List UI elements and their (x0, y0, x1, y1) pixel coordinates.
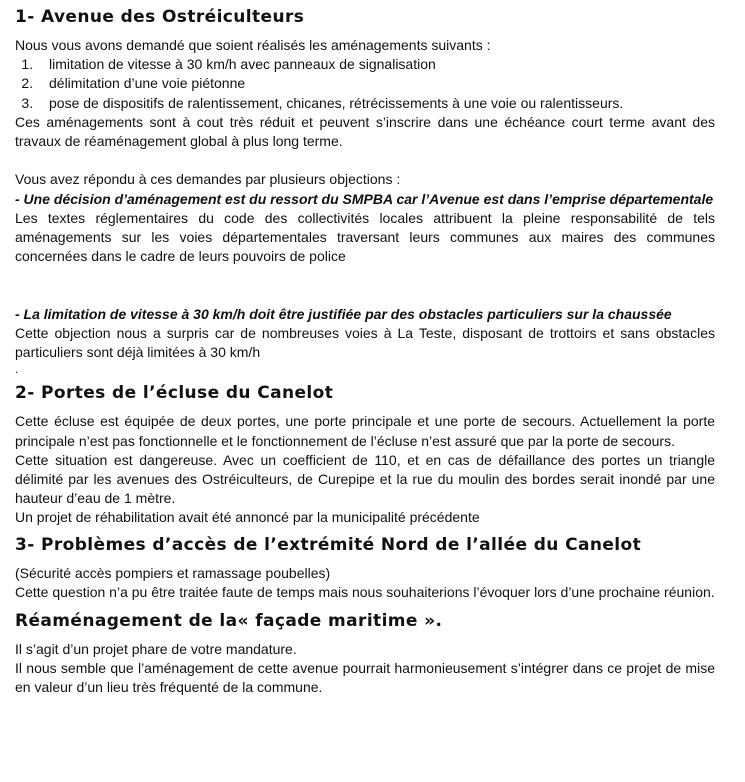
section3-title: 3- Problèmes d’accès de l’extrémité Nord de l’allée du Canelot (15, 534, 642, 555)
section2-para1: Cette écluse est équipée de deux portes, une porte principale et une porte de secours. Actuellement la porte principale n’est pas fonctionnelle et le fonctionnement de l’écluse n’est assuré que par la porte de secours. (15, 413, 715, 449)
section1-intro: Nous vous avons demandé que soient réalisés les aménagements suivants : (15, 37, 491, 53)
section1-para1: Ces aménagements sont à cout très réduit et peuvent s’inscrire dans une échéance court terme avant des travaux de réaménagement global à plus long terme. (15, 113, 715, 150)
list-item: 1. limitation de vitesse à 30 km/h avec panneaux de signalisation (37, 55, 715, 74)
requests-list (15, 55, 715, 113)
objection2-text: Cette objection nous a surpris car de nombreuses voies à La Teste, disposant de trottoirs et sans obstacles particuliers sont déjà limitées à 30 km/h (15, 325, 715, 361)
section2-title: 2- Portes de l’écluse du Canelot (15, 383, 334, 404)
section3-para2: Cette question n’a pu être traitée faute de temps mais nous souhaiterions l’évoquer lors d’une prochaine réunion. (15, 583, 715, 600)
section1-title: 1- Avenue des Ostréiculteurs (15, 7, 305, 27)
list-item: 2. délimitation d’une voie piétonne (37, 74, 715, 93)
objection1-title: - Une décision d’aménagement est du ressort du SMPBA car l’Avenue est dans l’emprise départementale (15, 190, 714, 207)
section3-para1: (Sécurité accès pompiers et ramassage poubelles) (15, 564, 331, 581)
blank-line (15, 286, 715, 305)
blank-line (15, 151, 715, 170)
section4-para2: Il nous semble que l’aménagement de cette avenue pourrait harmonieusement s’intégrer dans ce projet de mise en valeur d’un lieu très fréquenté de la commune. (15, 660, 715, 696)
section2-para3: Un projet de réhabilitation avait été annoncé par la municipalité précédente (15, 509, 480, 526)
section4-title: Réaménagement de la« façade maritime ». (15, 611, 443, 632)
list-item: 3. pose de dispositifs de ralentissement, chicanes, rétrécissements à une voie ou ralentisseurs. (37, 94, 715, 113)
section1-para2: Vous avez répondu à ces demandes par plusieurs objections : (15, 171, 401, 188)
objection2-title: - La limitation de vitesse à 30 km/h doit être justifiée par des obstacles particuliers sur la chaussée (15, 305, 672, 322)
section4-para1: Il s’agit d’un projet phare de votre mandature. (15, 641, 297, 658)
objection1-text: Les textes réglementaires du code des collectivités locales attribuent la pleine responsabilité de tels aménagements sur les voies départementales traversant leurs communes aux maires des communes concernées dans le cadre de leurs pouvoirs de police (15, 209, 715, 265)
blank-line (15, 266, 715, 285)
section2-para2: Cette situation est dangereuse. Avec un coefficient de 110, et en cas de défaillance des portes un triangle délimité par les avenues des Ostréiculteurs, de Curepipe et la rue du moulin des bordes serait inondé par une hauteur d’eau de 1 mètre. (15, 451, 715, 507)
stray-dot: . (15, 362, 19, 377)
